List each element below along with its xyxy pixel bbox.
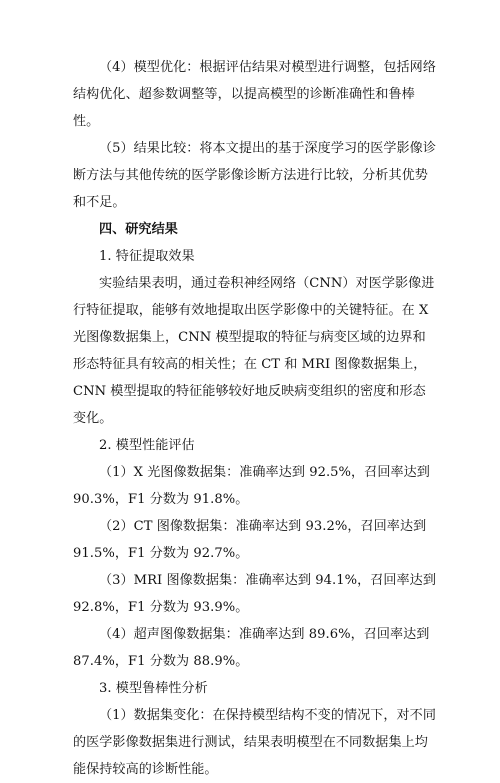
paragraph-dataset-variation: （1）数据集变化：在保持模型结构不变的情况下，对不同的医学影像数据集进行测试，结果表明模型在不同数据集上均能保持较高的诊断性能。 [73, 708, 436, 777]
subheading-feature-extraction: 1. 特征提取效果 [99, 249, 195, 264]
subheading-model-robustness: 3. 模型鲁棒性分析 [99, 681, 208, 696]
section-heading-research-results: 四、研究结果 [99, 222, 178, 237]
paragraph-xray-performance: （1）X 光图像数据集：准确率达到 92.5%，召回率达到 90.3%，F1 分数为 91.8%。 [73, 465, 430, 507]
paragraph-model-optimization: （4）模型优化：根据评估结果对模型进行调整，包括网络结构优化、超参数调整等，以提高模型的诊断准确性和鲁棒性。 [73, 60, 436, 129]
subheading-model-performance: 2. 模型性能评估 [99, 438, 195, 453]
paragraph-feature-extraction-results: 实验结果表明，通过卷积神经网络（CNN）对医学影像进行特征提取，能够有效地提取出医学影像中的关键特征。在 X 光图像数据集上，CNN 模型提取的特征与病变区域的边界和形态特征具有较高的相关性；在 CT 和 MRI 图像数据集上，CNN 模型提取的特征能够较好地反映病变组织的密度和形态变化。 [73, 276, 435, 426]
paragraph-mri-performance: （3）MRI 图像数据集：准确率达到 94.1%，召回率达到 92.8%，F1 分数为 93.9%。 [73, 573, 436, 615]
paragraph-ultrasound-performance: （4）超声图像数据集：准确率达到 89.6%，召回率达到 87.4%，F1 分数为 88.9%。 [73, 627, 430, 669]
paragraph-ct-performance: （2）CT 图像数据集：准确率达到 93.2%，召回率达到 91.5%，F1 分数为 92.7%。 [73, 519, 427, 561]
document-page [73, 54, 437, 783]
paragraph-result-comparison: （5）结果比较：将本文提出的基于深度学习的医学影像诊断方法与其他传统的医学影像诊断方法进行比较，分析其优势和不足。 [73, 141, 436, 210]
